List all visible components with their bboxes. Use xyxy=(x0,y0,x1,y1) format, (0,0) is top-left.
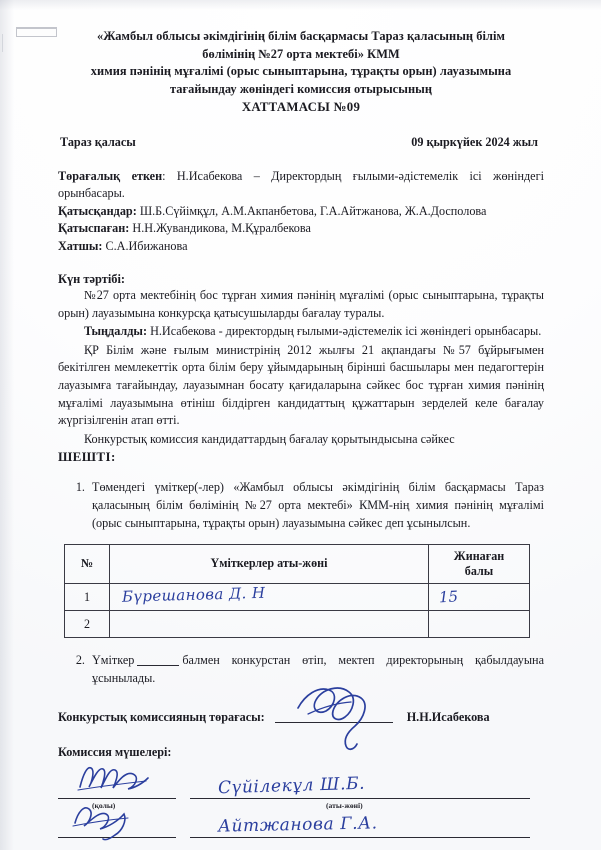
roster-secretary-text: С.А.Ибижанова xyxy=(102,238,188,253)
table-header-name: Үміткерлер аты-жөні xyxy=(110,545,429,584)
scan-edge-shadow-left xyxy=(0,0,14,850)
header-line-1: «Жамбыл облысы әкімдігінің білім басқармасы Тараз қаласының білім xyxy=(97,29,505,43)
handwritten-score: 15 xyxy=(438,587,459,607)
chair-signature-line[interactable] xyxy=(275,709,393,723)
candidates-table xyxy=(64,544,530,638)
scan-artifact-tick xyxy=(2,34,3,52)
member-1-name-line[interactable] xyxy=(190,774,530,811)
agenda-heard-label: Тыңдалды: xyxy=(84,324,148,339)
roster-attended xyxy=(58,203,544,220)
agenda-body: ҚР Білім және ғылым министрінің 2012 жылғы 21 ақпандағы №57 бұйрығымен бекітілген мемлекеттік орта білім беру ұйымдарының бірінші басшылары мен педагогтерін лауазымға тағайындау, лауазымнан босату қағидаларына сәйкес бос тұрған химия пәнінің мұғалімі лауазымына өтініш білдірген кандидаттың құжаттарын зерделей келе бағалау жүргізілгенін атап өтті. xyxy=(58,342,544,428)
decision-keyword: ШЕШТІ: xyxy=(58,449,116,465)
decision-item-2-before: Үміткер xyxy=(92,653,135,668)
agenda-heard xyxy=(58,323,544,341)
table-cell-score[interactable] xyxy=(429,611,530,638)
table-header-score-line1: Жинаған xyxy=(453,548,505,563)
roster-absent-label: Қатыспаған: xyxy=(58,221,130,236)
members-label: Комиссия мүшелері: xyxy=(58,745,172,760)
agenda-title: Күн тәртібі: xyxy=(58,272,126,286)
chair-signature-row xyxy=(58,709,544,725)
member-2-name-line[interactable] xyxy=(190,813,530,838)
score-blank-field[interactable] xyxy=(137,665,179,666)
table-row xyxy=(65,584,530,611)
roster-attended-label: Қатысқандар: xyxy=(58,203,137,218)
candidates-table-wrap xyxy=(58,544,544,638)
roster-secretary-label: Хатшы: xyxy=(58,238,103,253)
handwritten-candidate-name: Бүрешанова Д. Н xyxy=(121,583,266,606)
table-cell-candidate-name[interactable] xyxy=(110,611,429,638)
chair-printed-name: Н.Н.Исабекова xyxy=(406,710,490,725)
scan-artifact-mark xyxy=(16,27,57,37)
city-date-row xyxy=(58,135,544,150)
agenda-item: №27 орта мектебінің бос тұрған химия пәнінің мұғалімі (орыс сыныптарына, тұрақты орын) лауазымына конкурсқа қатысушыларды бағалау туралы. xyxy=(58,288,544,320)
roster-chair xyxy=(58,168,544,203)
table-row xyxy=(65,611,530,638)
header-line-4: тағайындау жөніндегі комиссия отырысының xyxy=(169,81,433,96)
document-header xyxy=(58,28,544,117)
signature-block xyxy=(58,709,544,838)
roster-chair-label: Төрағалық еткен xyxy=(58,168,163,183)
member-1-handwritten-name: Сүйілекұл Ш.Б. xyxy=(217,774,366,799)
member-1-name-caption: (аты-жөні) xyxy=(326,801,363,811)
roster-block xyxy=(58,168,544,255)
chair-handwritten-signature xyxy=(291,678,401,752)
member-2-handwritten-name: Айтжанова Г.А. xyxy=(217,813,378,837)
decision-item-2 xyxy=(88,652,544,687)
protocol-number: ХАТТАМАСЫ №09 xyxy=(241,100,361,115)
roster-absent xyxy=(58,220,544,237)
table-cell-score[interactable] xyxy=(429,584,530,611)
decision-list-first xyxy=(58,479,544,532)
table-cell-candidate-name[interactable] xyxy=(110,584,429,611)
decision-item-1: 1. Төмендегі үміткер(-лер) «Жамбыл облысы әкімдігінің білім басқармасы Тараз қаласының білім бөлімінің №27 орта мектебі» КММ-нің химия пәнінің мұғалімі (орыс сыныптарына, тұрақты орын) лауазымына сәйкес деп ұсынылсын. xyxy=(88,479,544,532)
header-line-3: химия пәнінің мұғалімі (орыс сыныптарына, тұрақты орын) лауазымына xyxy=(90,64,512,79)
member-1-handwritten-signature xyxy=(76,761,154,795)
member-signature-row xyxy=(58,813,544,838)
table-cell-no: 1 xyxy=(65,584,110,611)
member-signature-rows xyxy=(58,774,544,838)
agenda-conclusion: Конкурстық комиссия кандидаттардың бағалау қорытындысына сәйкес xyxy=(84,431,455,446)
roster-attended-text: Ш.Б.Сүйімқұл, А.М.Акпанбетова, Г.А.Айтжанова, Ж.А.Досполова xyxy=(136,203,487,218)
agenda-heard-text: Н.Исабекова - директордың ғылыми-әдістемелік ісі жөніндегі орынбасары. xyxy=(147,324,542,339)
document-body xyxy=(58,0,544,838)
roster-chair-text: : Н.Исабекова – Директордың ғылыми-әдістемелік ісі жөніндегі орынбасары. xyxy=(58,168,544,201)
member-1-signature-caption: (қолы) xyxy=(92,801,116,811)
chair-signature-label: Конкурстық комиссияның төрағасы: xyxy=(58,710,265,725)
table-header-score-line2: балы xyxy=(464,564,494,579)
member-2-signature-line[interactable] xyxy=(58,821,176,838)
member-1-signature-line[interactable] xyxy=(58,782,176,811)
header-line-2: бөлімінің №27 орта мектебі» КММ xyxy=(202,46,400,61)
table-header-no: № xyxy=(65,545,110,584)
city-label: Тараз қаласы xyxy=(60,134,136,149)
roster-absent-text: Н.Н.Жувандикова, М.Құралбекова xyxy=(129,221,311,236)
table-header-row xyxy=(65,545,530,584)
date-label: 09 қыркүйек 2024 жыл xyxy=(411,134,538,149)
roster-secretary xyxy=(58,238,544,255)
table-header-score xyxy=(429,545,530,584)
table-cell-no: 2 xyxy=(65,611,110,638)
member-signature-row xyxy=(58,774,544,811)
decision-list-second xyxy=(58,652,544,687)
decision-item-2-after: балмен конкурстан өтіп, мектеп директорының қабылдауына ұсынылады. xyxy=(92,653,544,685)
